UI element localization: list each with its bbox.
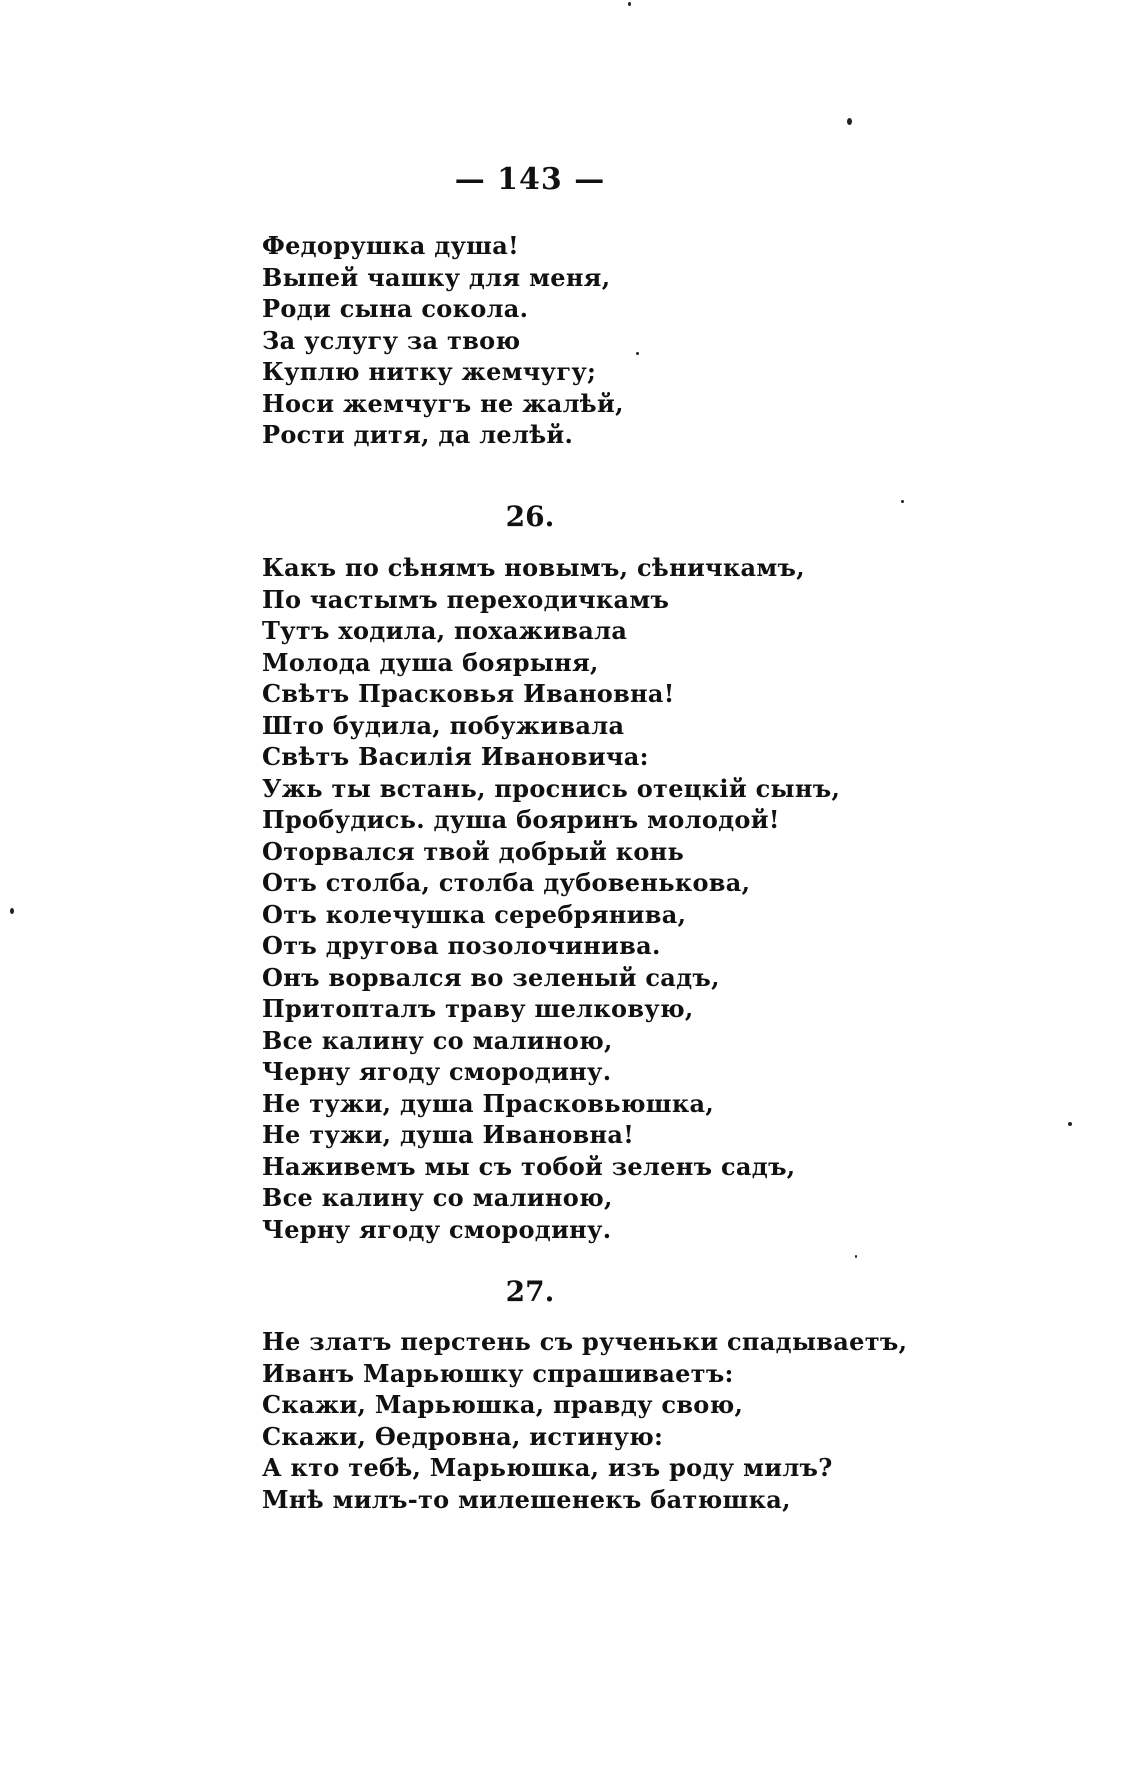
verse-line: Тутъ ходила, похаживала bbox=[262, 616, 628, 645]
verse-line: Иванъ Марьюшку спрашиваетъ: bbox=[262, 1358, 734, 1388]
scan-speck bbox=[636, 352, 639, 355]
verse-line: Рости дитя, да лелѣй. bbox=[262, 420, 574, 449]
verse-line: За услугу за твою bbox=[262, 325, 521, 355]
verse-line: Не златъ перстень съ рученьки спадываетъ, bbox=[262, 1327, 908, 1356]
verse-line: Выпей чашку для меня, bbox=[262, 262, 611, 292]
verse-line: Онъ ворвался во зеленый садъ, bbox=[262, 962, 720, 992]
verse-line: Все калину со малиною, bbox=[262, 1025, 613, 1055]
verse-line: Какъ по сѣнямъ новымъ, сѣничкамъ, bbox=[262, 553, 805, 582]
scan-speck bbox=[1068, 1122, 1072, 1126]
verse-line: Ужь ты встань, проснись отецкій сынъ, bbox=[262, 773, 841, 803]
poem-number-26: 26. bbox=[505, 500, 555, 533]
verse-line: Отъ колечушка серебрянива, bbox=[262, 899, 687, 929]
scan-speck bbox=[10, 908, 14, 914]
verse-line: Черну ягоду смородину. bbox=[262, 1214, 612, 1244]
verse-line: Отъ столба, столба дубовенькова, bbox=[262, 868, 751, 897]
verse-line: Наживемъ мы съ тобой зеленъ садъ, bbox=[262, 1151, 796, 1181]
verse-line: Притопталъ траву шелковую, bbox=[262, 994, 694, 1023]
poem-27-text bbox=[262, 1326, 907, 1515]
page-number: — 143 — bbox=[454, 162, 606, 197]
verse-line: Не тужи, душа Ивановна! bbox=[262, 1120, 635, 1149]
verse-line: А кто тебѣ, Марьюшка, изъ роду милъ? bbox=[262, 1453, 833, 1482]
poem-number-27: 27. bbox=[505, 1275, 555, 1308]
verse-line: Молода душа боярыня, bbox=[262, 647, 599, 677]
verse-line: Не тужи, душа Прасковьюшка, bbox=[262, 1088, 714, 1118]
continuation-stanza bbox=[262, 230, 624, 451]
verse-line: Черну ягоду смородину. bbox=[262, 1057, 612, 1086]
verse-line: Все калину со малиною, bbox=[262, 1183, 613, 1212]
verse-line: Куплю нитку жемчугу; bbox=[262, 357, 597, 386]
verse-line: Пробудись. душа бояринъ молодой! bbox=[262, 805, 780, 834]
scan-speck bbox=[628, 2, 631, 6]
verse-line: Мнѣ милъ-то милешенекъ батюшка, bbox=[262, 1484, 791, 1514]
verse-line: Федорушка душа! bbox=[262, 231, 519, 260]
scan-speck bbox=[847, 118, 852, 125]
scan-speck bbox=[855, 1255, 857, 1258]
verse-line: По частымъ переходичкамъ bbox=[262, 584, 670, 614]
poem-26-text bbox=[262, 552, 840, 1245]
verse-line: Скажи, Ѳедровна, истиную: bbox=[262, 1421, 664, 1451]
verse-line: Свѣтъ Прасковья Ивановна! bbox=[262, 679, 675, 708]
verse-line: Свѣтъ Василія Ивановича: bbox=[262, 742, 649, 771]
verse-line: Што будила, побуживала bbox=[262, 710, 625, 740]
verse-line: Скажи, Марьюшка, правду свою, bbox=[262, 1390, 744, 1419]
verse-line: Роди сына сокола. bbox=[262, 294, 529, 323]
scan-speck bbox=[901, 500, 904, 503]
verse-line: Носи жемчугъ не жалѣй, bbox=[262, 388, 624, 418]
verse-line: Оторвался твой добрый конь bbox=[262, 836, 685, 866]
verse-line: Отъ другова позолочинива. bbox=[262, 931, 661, 960]
